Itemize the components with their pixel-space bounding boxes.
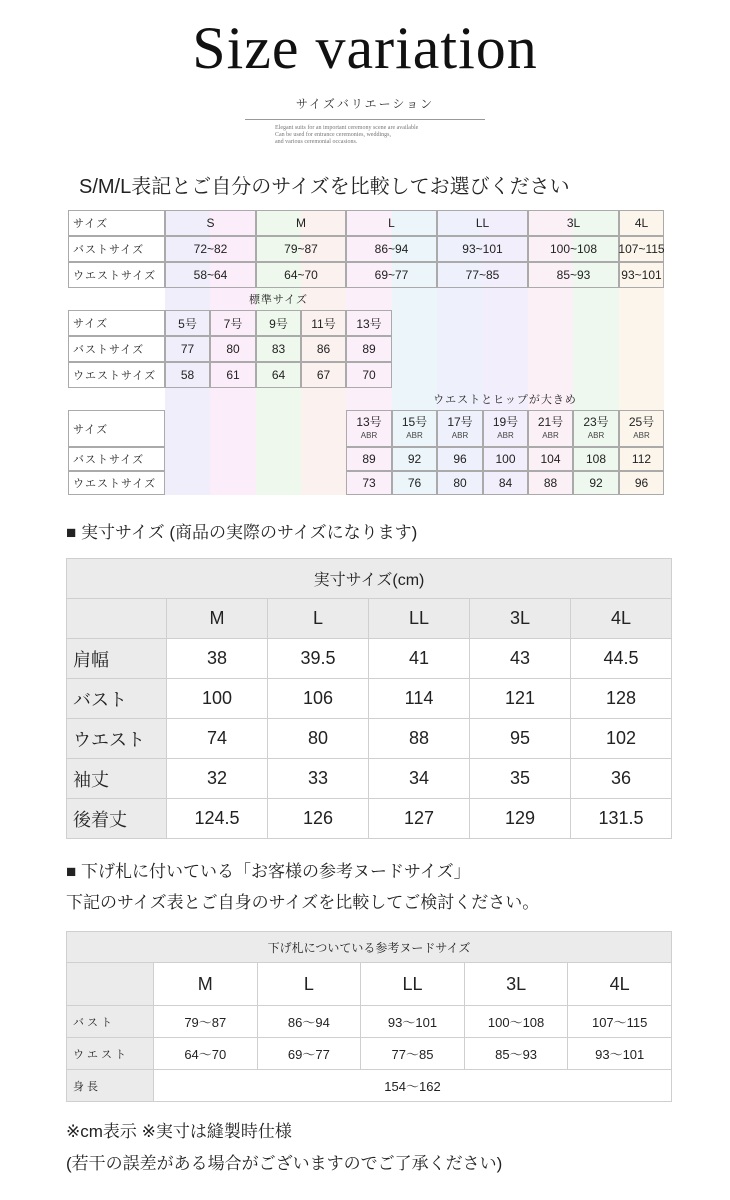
table-cell: 44.5	[571, 639, 672, 679]
large-hip-caption: ウエストとヒップが大きめ	[433, 394, 577, 406]
row-label: バストサイズ	[68, 236, 165, 262]
height-row	[67, 1070, 672, 1102]
size-header: 4L	[619, 210, 664, 236]
abr-size-number: 13号	[356, 414, 382, 429]
abr-size	[392, 410, 437, 447]
row-label: サイズ	[68, 310, 165, 336]
table-cell: 126	[268, 799, 369, 839]
abr-bust: 92	[392, 447, 437, 471]
row-label: バストサイズ	[68, 447, 165, 471]
bust-range: 86~94	[346, 236, 437, 262]
standard-bust: 83	[256, 336, 301, 362]
abr-bust: 112	[619, 447, 664, 471]
abr-bust: 108	[573, 447, 619, 471]
table-title: 実寸サイズ(cm)	[67, 559, 672, 599]
table-row	[67, 719, 672, 759]
standard-size: 13号	[346, 310, 392, 336]
abr-bust: 89	[346, 447, 392, 471]
table-cell: 35	[470, 759, 571, 799]
column-header: L	[268, 599, 369, 639]
table-cell: 34	[369, 759, 470, 799]
size-header: 3L	[528, 210, 619, 236]
bust-range: 79~87	[256, 236, 346, 262]
column-header: 3L	[464, 963, 568, 1006]
table-cell: 80	[268, 719, 369, 759]
standard-size: 7号	[210, 310, 256, 336]
unit-note: ※cm表示 ※実寸は縫製時仕様	[66, 1122, 292, 1141]
row-label: 肩幅	[67, 639, 167, 679]
standard-waist: 67	[301, 362, 346, 388]
row-label: サイズ	[68, 410, 165, 447]
title-divider	[245, 119, 485, 120]
row-label: 身長	[67, 1070, 154, 1102]
table-row	[67, 759, 672, 799]
bust-range: 107~115	[619, 236, 664, 262]
row-label: バスト	[67, 679, 167, 719]
hero-banner	[0, 0, 730, 160]
column-header: L	[257, 963, 361, 1006]
abr-suffix: ABR	[497, 430, 514, 440]
table-cell: 128	[571, 679, 672, 719]
abr-waist: 76	[392, 471, 437, 495]
table-cell: 93〜101	[361, 1006, 465, 1038]
standard-waist: 70	[346, 362, 392, 388]
column-header: 3L	[470, 599, 571, 639]
table-cell: 39.5	[268, 639, 369, 679]
standard-bust: 77	[165, 336, 210, 362]
abr-size	[437, 410, 483, 447]
abr-waist: 80	[437, 471, 483, 495]
tolerance-note: (若干の誤差がある場合がございますのでご了承ください)	[66, 1154, 503, 1173]
size-header: S	[165, 210, 256, 236]
row-label: バスト	[67, 1006, 154, 1038]
abr-suffix: ABR	[587, 430, 605, 440]
bust-range: 72~82	[165, 236, 256, 262]
standard-size-caption: 標準サイズ	[248, 294, 309, 306]
actual-size-table	[66, 558, 672, 839]
hero-caption-line: Elegant suits for an important ceremony scene are available	[275, 125, 419, 131]
column-header: 4L	[568, 963, 672, 1006]
table-cell: 100	[167, 679, 268, 719]
abr-size-number: 21号	[537, 414, 564, 429]
row-label: ウエストサイズ	[68, 262, 165, 288]
table-title-row	[67, 559, 672, 599]
column-header: 4L	[571, 599, 672, 639]
table-cell: 64〜70	[154, 1038, 258, 1070]
table-row	[67, 1006, 672, 1038]
standard-size: 9号	[256, 310, 301, 336]
size-header: L	[346, 210, 437, 236]
table-cell: 127	[369, 799, 470, 839]
row-label: ウエスト	[67, 719, 167, 759]
abr-suffix: ABR	[406, 430, 423, 440]
table-cell: 85〜93	[464, 1038, 568, 1070]
tag-size-table	[66, 931, 672, 1102]
column-header: LL	[361, 963, 465, 1006]
abr-bust: 96	[437, 447, 483, 471]
standard-size: 11号	[301, 310, 346, 336]
table-cell: 79〜87	[154, 1006, 258, 1038]
abr-suffix: ABR	[451, 430, 469, 440]
table-cell: 38	[167, 639, 268, 679]
height-value: 154〜162	[154, 1070, 672, 1102]
row-label: バストサイズ	[68, 336, 165, 362]
standard-waist: 61	[210, 362, 256, 388]
abr-size	[483, 410, 528, 447]
table-cell: 43	[470, 639, 571, 679]
corner-cell	[67, 599, 167, 639]
table-cell: 32	[167, 759, 268, 799]
abr-size-number: 25号	[628, 414, 655, 429]
waist-range: 64~70	[256, 262, 346, 288]
row-label: ウエスト	[67, 1038, 154, 1070]
abr-bust: 104	[528, 447, 573, 471]
table-row	[67, 799, 672, 839]
table-header-row	[67, 599, 672, 639]
abr-size	[573, 410, 619, 447]
table-cell: 131.5	[571, 799, 672, 839]
row-label: ウエストサイズ	[68, 362, 165, 388]
abr-waist: 96	[619, 471, 664, 495]
row-label: サイズ	[68, 210, 165, 236]
tag-size-heading: ■ 下げ札に付いている「お客様の参考ヌードサイズ」	[66, 862, 471, 881]
row-label: 後着丈	[67, 799, 167, 839]
page-subtitle: サイズバリエーション	[295, 97, 435, 111]
abr-bust: 100	[483, 447, 528, 471]
table-cell: 124.5	[167, 799, 268, 839]
waist-range: 69~77	[346, 262, 437, 288]
table-cell: 114	[369, 679, 470, 719]
bust-range: 93~101	[437, 236, 528, 262]
abr-suffix: ABR	[360, 430, 378, 440]
table-row	[67, 639, 672, 679]
abr-size-number: 17号	[447, 414, 473, 429]
table-cell: 107〜115	[568, 1006, 672, 1038]
table-cell: 95	[470, 719, 571, 759]
table-cell: 86〜94	[257, 1006, 361, 1038]
waist-range: 93~101	[619, 262, 664, 288]
abr-waist: 88	[528, 471, 573, 495]
table-cell: 121	[470, 679, 571, 719]
table-title: 下げ札についている参考ヌードサイズ	[67, 932, 672, 963]
hero-caption-line: and various ceremonial occasions.	[275, 139, 358, 145]
abr-suffix: ABR	[633, 430, 650, 440]
standard-bust: 80	[210, 336, 256, 362]
table-cell: 129	[470, 799, 571, 839]
abr-size	[528, 410, 573, 447]
table-cell: 106	[268, 679, 369, 719]
abr-size-number: 19号	[492, 414, 519, 429]
bust-range: 100~108	[528, 236, 619, 262]
size-header: LL	[437, 210, 528, 236]
row-label: ウエストサイズ	[68, 471, 165, 495]
waist-range: 58~64	[165, 262, 256, 288]
table-cell: 102	[571, 719, 672, 759]
column-header: M	[167, 599, 268, 639]
actual-size-heading: ■ 実寸サイズ (商品の実際のサイズになります)	[66, 523, 418, 542]
table-cell: 69〜77	[257, 1038, 361, 1070]
page-title: Size variation	[192, 15, 538, 81]
abr-size	[619, 410, 664, 447]
table-title-row	[67, 932, 672, 963]
table-cell: 77〜85	[361, 1038, 465, 1070]
table-cell: 100〜108	[464, 1006, 568, 1038]
size-compare-heading: S/M/L表記とご自分のサイズを比較してお選びください	[79, 176, 570, 198]
table-row	[67, 679, 672, 719]
table-cell: 41	[369, 639, 470, 679]
row-label: 袖丈	[67, 759, 167, 799]
size-header: M	[256, 210, 346, 236]
table-row	[67, 1038, 672, 1070]
table-cell: 33	[268, 759, 369, 799]
abr-suffix: ABR	[542, 430, 559, 440]
abr-waist: 73	[346, 471, 392, 495]
table-header-row	[67, 963, 672, 1006]
waist-range: 85~93	[528, 262, 619, 288]
hero-caption-line: Can be used for entrance ceremonies, weddings,	[275, 132, 391, 138]
standard-waist: 58	[165, 362, 210, 388]
abr-size	[346, 410, 392, 447]
table-cell: 93〜101	[568, 1038, 672, 1070]
abr-size-number: 15号	[401, 414, 428, 429]
tag-size-subheading: 下記のサイズ表とご自身のサイズを比較してご検討ください。	[66, 893, 540, 912]
hero-caption	[275, 125, 418, 146]
column-header: LL	[369, 599, 470, 639]
standard-waist: 64	[256, 362, 301, 388]
table-cell: 74	[167, 719, 268, 759]
corner-cell	[67, 963, 154, 1006]
size-comparison-chart	[68, 210, 665, 495]
table-cell: 88	[369, 719, 470, 759]
column-header: M	[154, 963, 258, 1006]
waist-range: 77~85	[437, 262, 528, 288]
abr-waist: 92	[573, 471, 619, 495]
table-cell: 36	[571, 759, 672, 799]
standard-size: 5号	[165, 310, 210, 336]
standard-bust: 86	[301, 336, 346, 362]
abr-size-number: 23号	[583, 414, 609, 429]
standard-bust: 89	[346, 336, 392, 362]
abr-waist: 84	[483, 471, 528, 495]
